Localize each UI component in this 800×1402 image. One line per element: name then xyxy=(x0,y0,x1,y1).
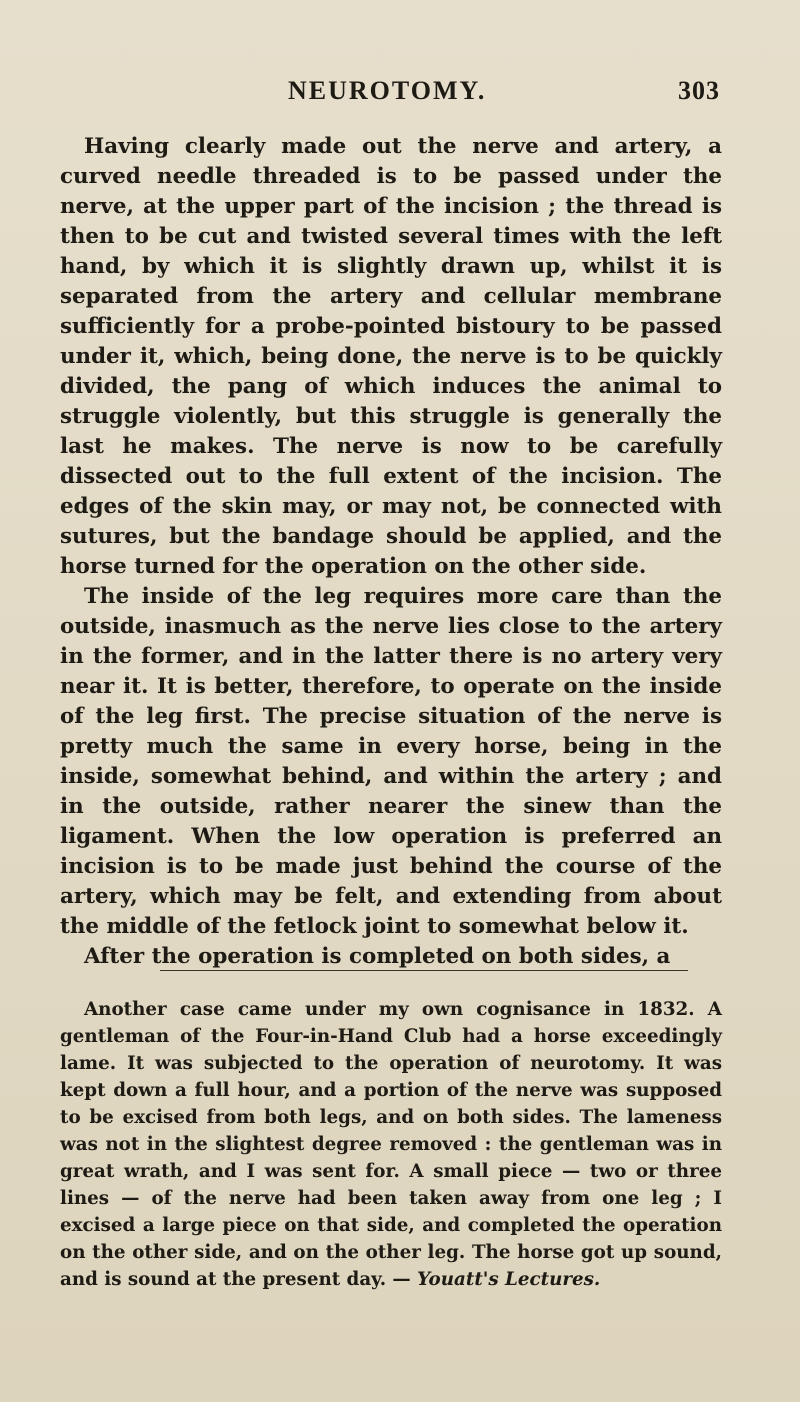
paragraph-1: Having clearly made out the nerve and artery, a curved needle threaded is to be passed under the nerve, at the upper part of the incision ; the thread is then to be cut and twisted several times with the left hand, by which it is slightly drawn up, whilst it is separated from the artery and cellular membrane sufficiently for a probe-pointed bistoury to be passed under it, which, being done, the nerve is to be quickly divided, the pang of which induces the animal to struggle violently, but this struggle is generally the last he makes. The nerve is now to be carefully dissected out to the full extent of the incision. The edges of the skin may, or may not, be connected with sutures, but the bandage should be applied, and the horse turned for the operation on the other side. xyxy=(60,134,722,579)
paragraph-3: After the operation is completed on both sides, a xyxy=(84,944,671,969)
footnote-divider xyxy=(160,970,688,971)
footnote-text: Another case came under my own cognisance in 1832. A gentleman of the Four-in-Hand Club had a horse exceedingly lame. It was subjected to the operation of neurotomy. It was kept down a full hour, and a portion of the nerve was supposed to be excised from both legs, and on both sides. The lameness was not in the slightest degree removed : the gentleman was in great wrath, and I was sent for. A small piece — two or three lines — of the nerve had been taken away from one leg ; I excised a large piece on that side, and completed the operation on the other side, and on the other leg. The horse got up sound, and is sound at the present day. — xyxy=(60,999,722,1290)
running-head: NEUROTOMY. xyxy=(288,76,487,105)
footnote-paragraph xyxy=(60,996,722,1293)
page-number: 303 xyxy=(678,76,720,105)
paragraph-2: The inside of the leg requires more care than the outside, inasmuch as the nerve lies close to the artery in the former, and in the latter there is no artery very near it. It is better, therefore, to operate on the inside of the leg first. The precise situation of the nerve is pretty much the same in every horse, being in the inside, somewhat behind, and within the artery ; and in the outside, rather nearer the sinew than the ligament. When the low operation is preferred an incision is to be made just behind the course of the artery, which may be felt, and extending from about the middle of the fetlock joint to somewhat below it. xyxy=(60,584,722,939)
footnote-source: Youatt's Lectures. xyxy=(417,1269,601,1290)
body-text xyxy=(60,132,722,972)
page-header xyxy=(288,76,720,110)
footnote xyxy=(60,996,722,1293)
